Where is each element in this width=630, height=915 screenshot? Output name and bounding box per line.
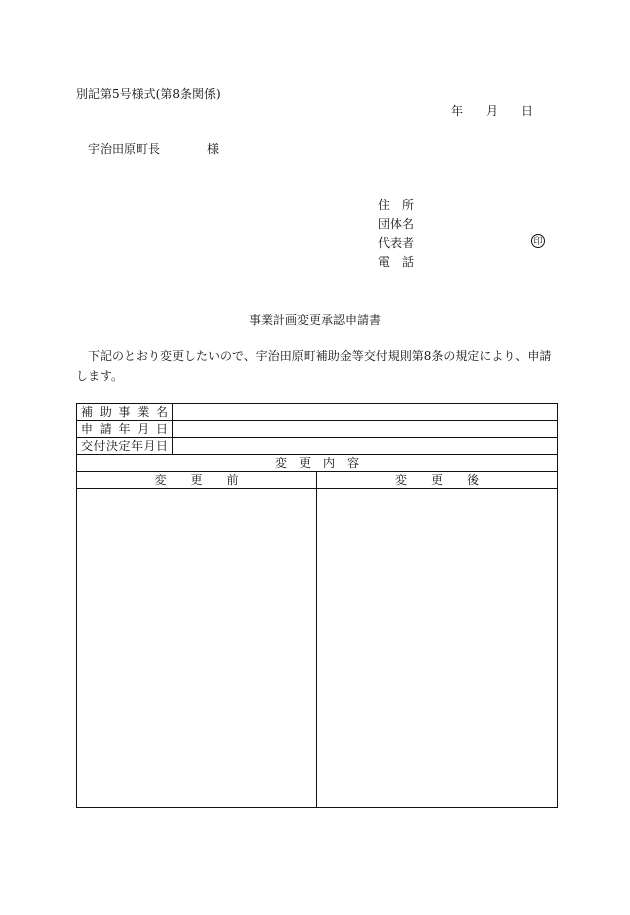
addressee-name: 宇治田原町長	[88, 142, 161, 156]
table-row	[77, 404, 558, 421]
addressee-honorific: 様	[207, 142, 220, 156]
table-row	[77, 421, 558, 438]
body-paragraph: 下記のとおり変更したいので、宇治田原町補助金等交付規則第8条の規定により、申請します。	[76, 349, 552, 383]
form-number: 別記第5号様式(第8条関係)	[76, 87, 221, 101]
table-row	[77, 489, 558, 808]
apply-date-label: 申請年月日	[77, 421, 173, 438]
apply-date-value[interactable]	[173, 421, 558, 438]
decision-date-value[interactable]	[173, 438, 558, 455]
decision-date-label: 交付決定年月日	[77, 438, 173, 455]
project-name-value[interactable]	[173, 404, 558, 421]
date-month-label: 月	[486, 104, 499, 118]
table-row	[77, 438, 558, 455]
project-name-label: 補助事業名	[77, 404, 173, 421]
seal-mark: 印	[531, 234, 545, 248]
organization-label: 団体名	[378, 217, 415, 231]
after-header: 変 更 後	[317, 472, 558, 489]
representative-label: 代表者	[378, 236, 415, 250]
date-year-label: 年	[451, 104, 464, 118]
date-day-label: 日	[521, 104, 534, 118]
address-label: 住 所	[378, 198, 415, 212]
before-content-area[interactable]	[77, 489, 317, 808]
table-row	[77, 472, 558, 489]
after-content-area[interactable]	[317, 489, 558, 808]
table-row	[77, 455, 558, 472]
phone-label: 電 話	[378, 255, 415, 269]
before-header: 変 更 前	[77, 472, 317, 489]
change-details-header: 変 更 内 容	[77, 455, 558, 472]
application-table	[76, 403, 558, 808]
document-title: 事業計画変更承認申請書	[249, 313, 382, 327]
